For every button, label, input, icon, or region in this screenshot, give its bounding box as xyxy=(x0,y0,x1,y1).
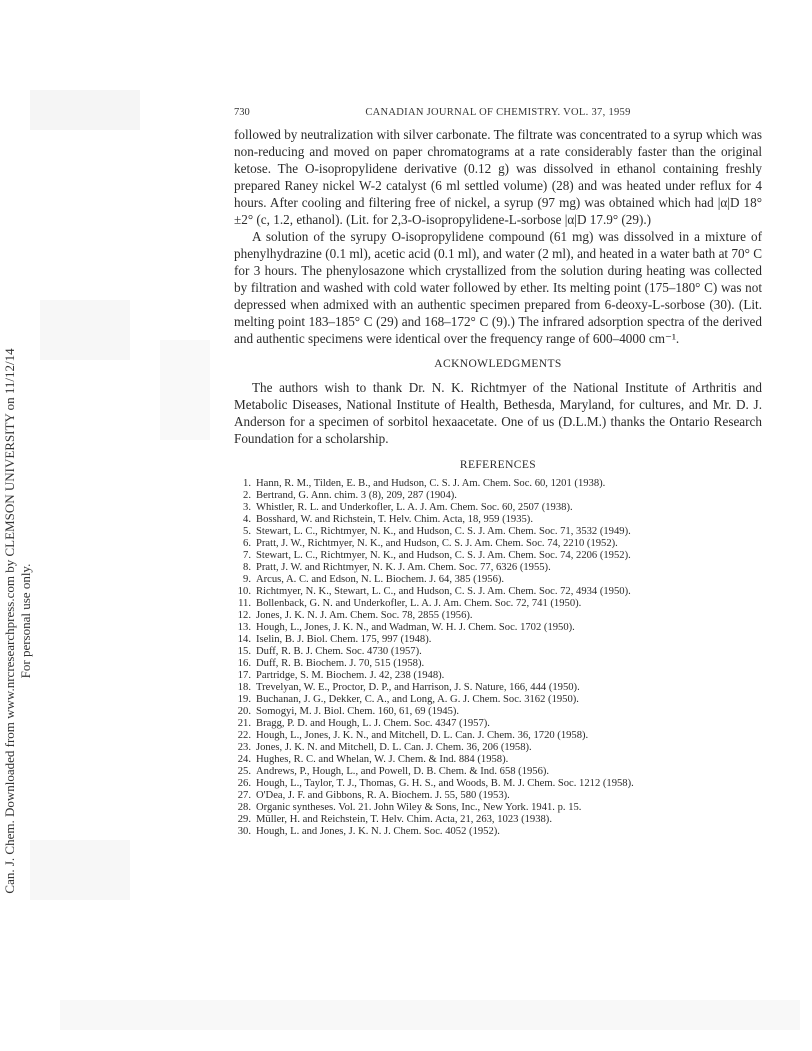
reference-text: Hough, L., Jones, J. K. N., and Mitchell, D. L. Can. J. Chem. 36, 1720 (1958). xyxy=(256,730,589,741)
reference-item xyxy=(234,478,762,490)
reference-item xyxy=(234,790,762,802)
reference-text: Buchanan, J. G., Dekker, C. A., and Long, A. G. J. Chem. Soc. 3162 (1950). xyxy=(256,694,579,705)
reference-number: 27. xyxy=(237,790,251,801)
reference-number: 14. xyxy=(237,634,251,645)
reference-item xyxy=(234,586,762,598)
reference-item xyxy=(234,778,762,790)
reference-number: 19. xyxy=(237,694,251,705)
reference-item xyxy=(234,682,762,694)
reference-item xyxy=(234,658,762,670)
reference-item xyxy=(234,538,762,550)
acknowledgments-text: The authors wish to thank Dr. N. K. Richtmyer of the National Institute of Arthritis and Metabolic Diseases, National Institute of Health, Bethesda, Maryland, for cultures, and Mr. D. J. Anderson for a specimen of sorbitol hexaacetate. One of us (D.L.M.) thanks the Ontario Research Foundation for a scholarship. xyxy=(234,380,762,446)
reference-number: 13. xyxy=(237,622,251,633)
reference-text: Pratt, J. W. and Richtmyer, N. K. J. Am. Chem. Soc. 77, 6326 (1955). xyxy=(256,562,551,573)
reference-number: 24. xyxy=(237,754,251,765)
reference-text: Richtmyer, N. K., Stewart, L. C., and Hudson, C. S. J. Am. Chem. Soc. 72, 4934 (1950). xyxy=(256,586,631,597)
reference-item xyxy=(234,574,762,586)
reference-text: Arcus, A. C. and Edson, N. L. Biochem. J. 64, 385 (1956). xyxy=(256,574,505,585)
reference-number: 11. xyxy=(238,598,251,609)
reference-number: 4. xyxy=(243,514,251,525)
reference-text: Bollenback, G. N. and Underkofler, L. A. J. Am. Chem. Soc. 72, 741 (1950). xyxy=(256,598,582,609)
reference-text: Bertrand, G. Ann. chim. 3 (8), 209, 287 (1904). xyxy=(256,490,457,501)
reference-text: Organic syntheses. Vol. 21. John Wiley & Sons, Inc., New York. 1941. p. 15. xyxy=(256,802,582,813)
reference-item xyxy=(234,514,762,526)
reference-text: Bragg, P. D. and Hough, L. J. Chem. Soc. 4347 (1957). xyxy=(256,718,490,729)
reference-item xyxy=(234,646,762,658)
reference-text: Partridge, S. M. Biochem. J. 42, 238 (1948). xyxy=(256,670,445,681)
article-body xyxy=(234,126,762,838)
reference-number: 15. xyxy=(237,646,251,657)
reference-number: 28. xyxy=(237,802,251,813)
reference-text: Iselin, B. J. Biol. Chem. 175, 997 (1948). xyxy=(256,634,432,645)
download-notice-line1: Can. J. Chem. Downloaded from www.nrcresearchpress.com by CLEMSON UNIVERSITY on 11/12/14 xyxy=(2,348,17,894)
references-heading: REFERENCES xyxy=(459,459,537,471)
reference-item xyxy=(234,694,762,706)
reference-item xyxy=(234,826,762,838)
reference-item xyxy=(234,670,762,682)
reference-number: 20. xyxy=(237,706,251,717)
reference-number: 22. xyxy=(237,730,251,741)
reference-number: 6. xyxy=(243,538,251,549)
reference-item xyxy=(234,766,762,778)
download-notice xyxy=(2,241,34,1001)
reference-number: 16. xyxy=(237,658,251,669)
reference-number: 23. xyxy=(237,742,251,753)
download-notice-line2: For personal use only. xyxy=(18,563,33,679)
acknowledgments-heading: ACKNOWLEDGMENTS xyxy=(434,358,562,370)
reference-item xyxy=(234,502,762,514)
references-list xyxy=(234,478,762,838)
reference-text: Hough, L., Jones, J. K. N., and Wadman, W. H. J. Chem. Soc. 1702 (1950). xyxy=(256,622,575,633)
reference-number: 3. xyxy=(243,502,251,513)
reference-number: 26. xyxy=(237,778,251,789)
reference-text: Hough, L. and Jones, J. K. N. J. Chem. Soc. 4052 (1952). xyxy=(256,826,500,837)
reference-item xyxy=(234,742,762,754)
reference-text: Pratt, J. W., Richtmyer, N. K., and Hudson, C. S. J. Am. Chem. Soc. 74, 2210 (1952). xyxy=(256,538,618,549)
reference-text: Bosshard, W. and Richstein, T. Helv. Chim. Acta, 18, 959 (1935). xyxy=(256,514,533,525)
reference-number: 25. xyxy=(237,766,251,777)
page-number: 730 xyxy=(234,107,250,118)
reference-item xyxy=(234,562,762,574)
reference-item xyxy=(234,754,762,766)
reference-item xyxy=(234,610,762,622)
reference-item xyxy=(234,490,762,502)
reference-text: Stewart, L. C., Richtmyer, N. K., and Hudson, C. S. J. Am. Chem. Soc. 74, 2206 (1952). xyxy=(256,550,631,561)
reference-text: Stewart, L. C., Richtmyer, N. K., and Hudson, C. S. J. Am. Chem. Soc. 71, 3532 (1949). xyxy=(256,526,631,537)
reference-number: 21. xyxy=(237,718,251,729)
reference-number: 5. xyxy=(243,526,251,537)
reference-text: Trevelyan, W. E., Proctor, D. P., and Harrison, J. S. Nature, 166, 444 (1950). xyxy=(256,682,580,693)
reference-item xyxy=(234,718,762,730)
reference-item xyxy=(234,526,762,538)
reference-text: O'Dea, J. F. and Gibbons, R. A. Biochem. J. 55, 580 (1953). xyxy=(256,790,510,801)
reference-number: 12. xyxy=(237,610,251,621)
reference-item xyxy=(234,730,762,742)
reference-item xyxy=(234,598,762,610)
reference-number: 10. xyxy=(237,586,251,597)
body-paragraph-2: A solution of the syrupy O-isopropylidene compound (61 mg) was dissolved in a mixture of phenylhydrazine (0.1 ml), acetic acid (0.1 ml), and water (2 ml), and heated in a water bath at 70° C for 3 hours. The phenylosazone which crystallized from the solution during heating was collected by filtration and washed with cold water followed by ether. Its melting point (175–180° C) was not depressed when admixed with an authentic specimen prepared from 6-deoxy-L-sorbose (30). (Lit. melting point 183–185° C (29) and 168–172° C (9).) The infrared adsorption spectra of the derived and authentic specimens were identical over the frequency range of 600–4000 cm⁻¹. xyxy=(234,229,762,346)
reference-number: 2. xyxy=(243,490,251,501)
reference-text: Jones, J. K. N. J. Am. Chem. Soc. 78, 2855 (1956). xyxy=(256,610,473,621)
reference-number: 29. xyxy=(237,814,251,825)
reference-text: Whistler, R. L. and Underkofler, L. A. J. Am. Chem. Soc. 60, 2507 (1938). xyxy=(256,502,573,513)
reference-number: 7. xyxy=(243,550,251,561)
reference-number: 1. xyxy=(243,478,251,489)
reference-text: Somogyi, M. J. Biol. Chem. 160, 61, 69 (1945). xyxy=(256,706,460,717)
reference-item xyxy=(234,550,762,562)
reference-number: 9. xyxy=(243,574,251,585)
reference-text: Müller, H. and Reichstein, T. Helv. Chim. Acta, 21, 263, 1023 (1938). xyxy=(256,814,552,825)
reference-text: Duff, R. B. Biochem. J. 70, 515 (1958). xyxy=(256,658,425,669)
reference-text: Jones, J. K. N. and Mitchell, D. L. Can. J. Chem. 36, 206 (1958). xyxy=(256,742,532,753)
reference-item xyxy=(234,622,762,634)
reference-text: Hann, R. M., Tilden, E. B., and Hudson, C. S. J. Am. Chem. Soc. 60, 1201 (1938). xyxy=(256,478,606,489)
reference-number: 8. xyxy=(243,562,251,573)
reference-item xyxy=(234,814,762,826)
reference-number: 18. xyxy=(237,682,251,693)
reference-text: Hough, L., Taylor, T. J., Thomas, G. H. S., and Woods, B. M. J. Chem. Soc. 1212 (1958). xyxy=(256,778,634,789)
reference-text: Hughes, R. C. and Whelan, W. J. Chem. & Ind. 884 (1958). xyxy=(256,754,509,765)
reference-item xyxy=(234,706,762,718)
reference-number: 17. xyxy=(237,670,251,681)
reference-text: Andrews, P., Hough, L., and Powell, D. B. Chem. & Ind. 658 (1956). xyxy=(256,766,550,777)
reference-item xyxy=(234,634,762,646)
reference-number: 30. xyxy=(237,826,251,837)
body-paragraph-1: followed by neutralization with silver carbonate. The filtrate was concentrated to a syrup which was non-reducing and moved on paper chromatograms at a rate considerably faster than the original ketose. The O-isopropylidene derivative (0.12 g) was dissolved in ethanol containing freshly prepared Raney nickel W-2 catalyst (6 ml settled volume) (28) and was heated under reflux for 4 hours. After cooling and filtering free of nickel, a syrup (97 mg) was obtained which had |α|D 18°±2° (c, 1.2, ethanol). (Lit. for 2,3-O-isopropylidene-L-sorbose |α|D 17.9° (29).) xyxy=(234,127,762,227)
reference-text: Duff, R. B. J. Chem. Soc. 4730 (1957). xyxy=(256,646,422,657)
running-title: CANADIAN JOURNAL OF CHEMISTRY. VOL. 37, 1959 xyxy=(365,107,631,118)
reference-item xyxy=(234,802,762,814)
